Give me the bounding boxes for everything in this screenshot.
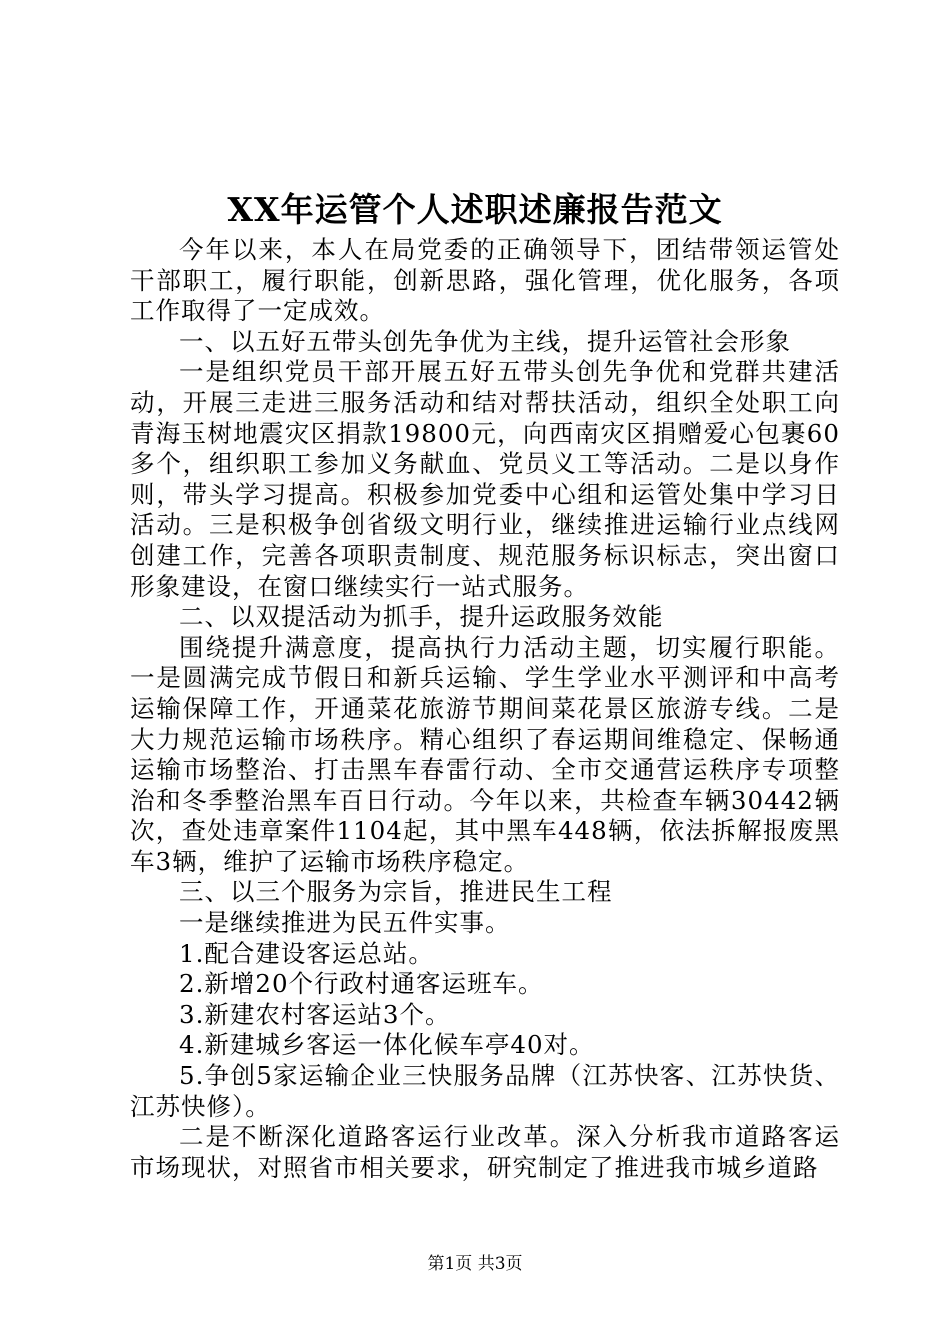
list-item: 1.配合建设客运总站。: [179, 938, 434, 968]
paragraph-sub-item: 二是不断深化道路客运行业改革。深入分析我市道路客运市场现状，对照省市相关要求，研究制定了推进我市城乡道路: [130, 1122, 840, 1182]
paragraph-section-2: 围绕提升满意度，提高执行力活动主题，切实履行职能。一是圆满完成节假日和新兵运输、学生学业水平测评和中高考运输保障工作，开通菜花旅游节期间菜花景区旅游专线。二是大力规范运输市场秩序。精心组织了春运期间维稳定、保畅通运输市场整治、打击黑车春雷行动、全市交通营运秩序专项整治和冬季整治黑车百日行动。今年以来，共检查车辆30442辆次，查处违章案件1104起，其中黑车448辆，依法拆解报废黑车3辆，维护了运输市场秩序稳定。: [130, 632, 840, 876]
paragraph-sub-item: 一是继续推进为民五件实事。: [179, 908, 511, 938]
section-heading-1: 一、以五好五带头创先争优为主线，提升运管社会形象: [179, 326, 791, 356]
paragraph-section-1: 一是组织党员干部开展五好五带头创先争优和党群共建活动，开展三走进三服务活动和结对帮扶活动，组织全处职工向青海玉树地震灾区捐款19800元，向西南灾区捐赠爱心包裹60多个，组织职工参加义务献血、党员义工等活动。二是以身作则，带头学习提高。积极参加党委中心组和运管处集中学习日活动。三是积极争创省级文明行业，继续推进运输行业点线网创建工作，完善各项职责制度、规范服务标识标志，突出窗口形象建设，在窗口继续实行一站式服务。: [130, 357, 840, 601]
document-body: [130, 235, 840, 1183]
document-title: XX年运管个人述职述廉报告范文: [227, 190, 723, 229]
paragraph-intro: 今年以来，本人在局党委的正确领导下，团结带领运管处干部职工，履行职能，创新思路，强化管理，优化服务，各项工作取得了一定成效。: [130, 235, 840, 326]
list-item: 4.新建城乡客运一体化候车亭40对。: [179, 1030, 595, 1060]
list-item: 2.新增20个行政村通客运班车。: [179, 969, 544, 999]
list-item: 5.争创5家运输企业三快服务品牌（江苏快客、江苏快货、江苏快修）。: [130, 1061, 840, 1121]
section-heading-2: 二、以双提活动为抓手，提升运政服务效能: [179, 602, 664, 632]
list-item: 3.新建农村客运站3个。: [179, 999, 451, 1029]
section-heading-3: 三、以三个服务为宗旨，推进民生工程: [179, 877, 613, 907]
page-footer: 第1页 共3页: [427, 1254, 523, 1274]
